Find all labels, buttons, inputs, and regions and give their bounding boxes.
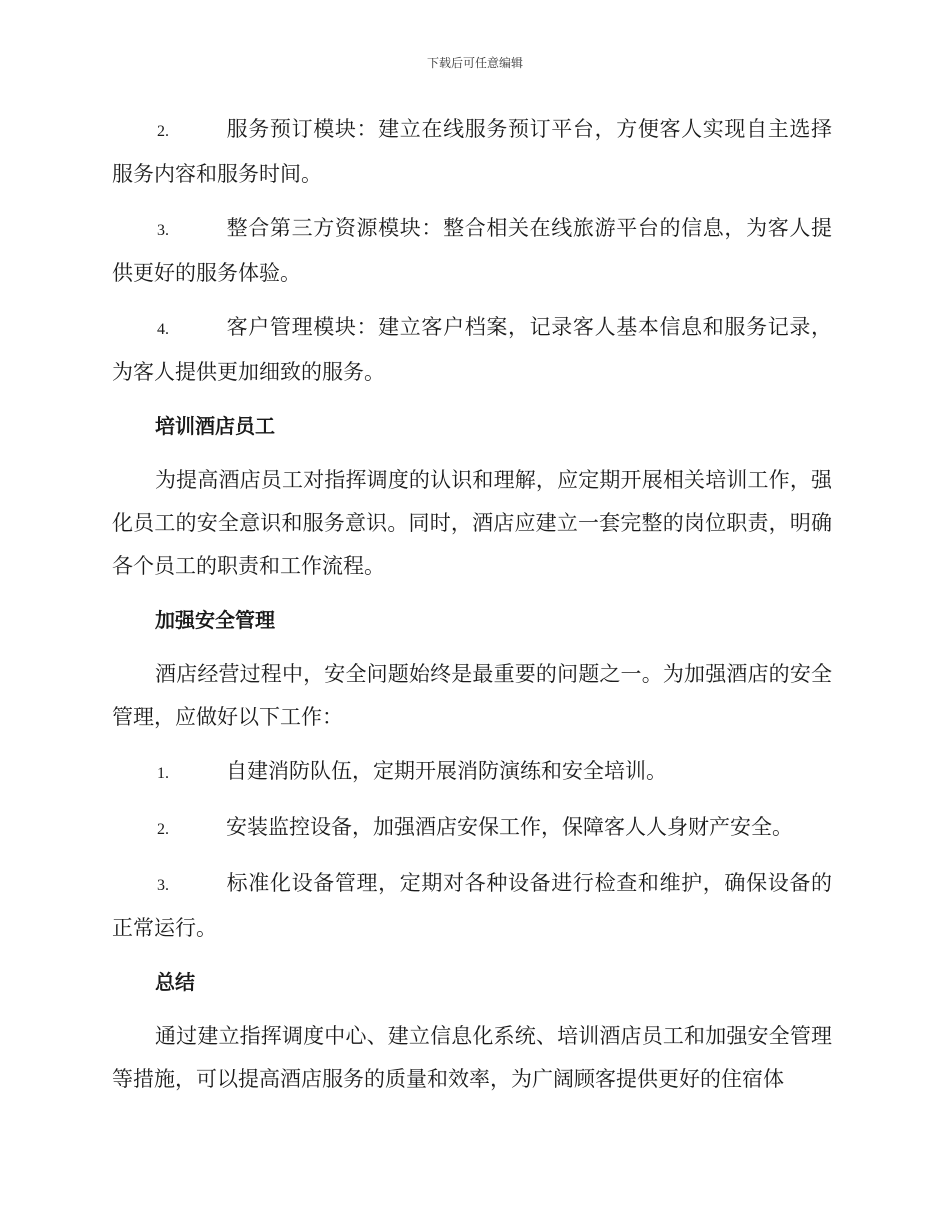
list-text: 标准化设备管理，定期对各种设备进行检查和维护，确保设备的正常运行。: [112, 871, 832, 940]
section-heading-summary: 总结: [155, 970, 195, 994]
list-number: 3.: [157, 877, 169, 894]
list-text: 整合第三方资源模块：整合相关在线旅游平台的信息，为客人提供更好的服务体验。: [112, 216, 832, 285]
document-body: [112, 108, 832, 1112]
list-number: 3.: [157, 222, 169, 239]
list-text: 安装监控设备，加强酒店安保工作，保障客人人身财产安全。: [226, 815, 793, 839]
list-text: 客户管理模块：建立客户档案，记录客人基本信息和服务记录，为客人提供更加细致的服务。: [112, 315, 832, 384]
list-number: 2.: [157, 123, 169, 140]
list-number: 2.: [157, 821, 169, 838]
paragraph-safety: 酒店经营过程中，安全问题始终是最重要的问题之一。为加强酒店的安全管理，应做好以下工作：: [112, 662, 832, 729]
list-item: [112, 750, 832, 795]
list-item: [112, 806, 832, 851]
page-header: 下载后可任意编辑: [426, 56, 523, 70]
paragraph-summary: 通过建立指挥调度中心、建立信息化系统、培训酒店员工和加强安全管理等措施，可以提高酒店服务的质量和效率，为广阔顾客提供更好的住宿体: [112, 1024, 832, 1091]
list-number: 4.: [157, 321, 169, 338]
list-text: 自建消防队伍，定期开展消防演练和安全培训。: [226, 759, 667, 783]
section-heading-safety: 加强安全管理: [155, 608, 275, 632]
paragraph-training: 为提高酒店员工对指挥调度的认识和理解，应定期开展相关培训工作，强化员工的安全意识和服务意识。同时，酒店应建立一套完整的岗位职责，明确各个员工的职责和工作流程。: [112, 468, 832, 578]
list-item: [112, 108, 832, 196]
list-item: [112, 207, 832, 295]
section-heading-training: 培训酒店员工: [155, 414, 275, 438]
list-number: 1.: [157, 765, 169, 782]
list-item: [112, 306, 832, 394]
list-text: 服务预订模块：建立在线服务预订平台，方便客人实现自主选择服务内容和服务时间。: [112, 117, 832, 186]
list-item: [112, 862, 832, 950]
